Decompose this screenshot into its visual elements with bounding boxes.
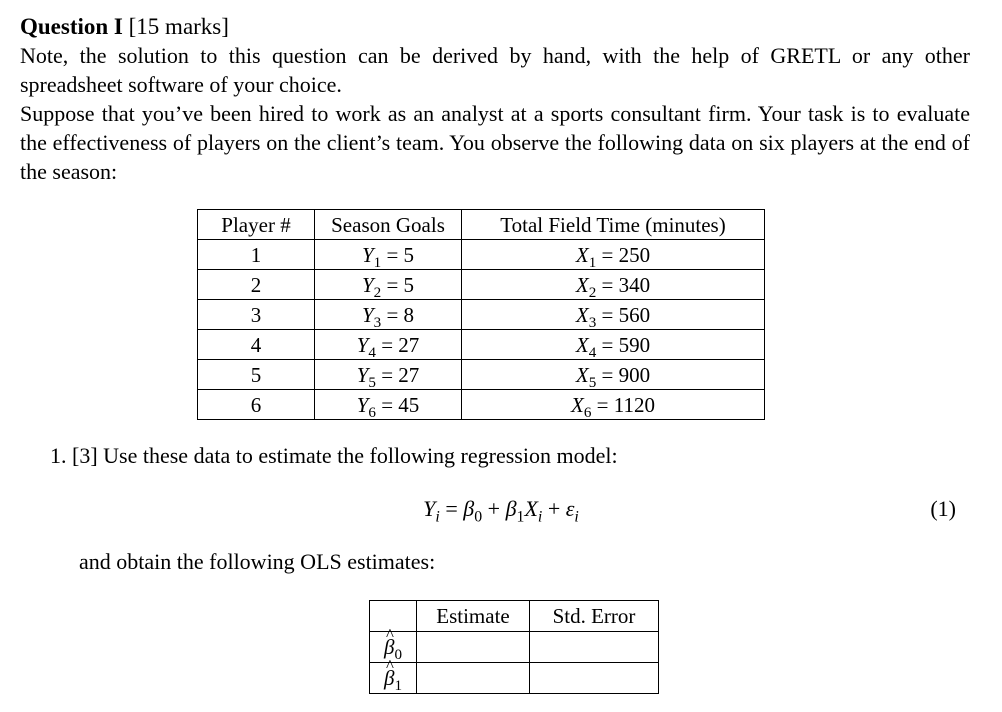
eq-plus-1: + (482, 496, 506, 521)
part-text: Use these data to estimate the following regression model: (103, 443, 618, 468)
eq-lhs: Y (423, 496, 436, 521)
eq-beta0-sub: 0 (474, 508, 483, 526)
goals-cell (315, 240, 462, 270)
part-1-prompt (50, 443, 618, 469)
table-row (198, 330, 765, 360)
header-season-goals: Season Goals (315, 210, 462, 240)
x-var: X (575, 362, 589, 387)
player-data-table (197, 209, 765, 420)
y-value: = 45 (381, 392, 420, 417)
table-header-row (198, 210, 765, 240)
x-sub: 3 (588, 314, 597, 331)
std-error-cell[interactable] (530, 663, 659, 694)
y-sub: 4 (368, 344, 376, 361)
y-var: Y (356, 392, 369, 417)
y-value: = 5 (386, 272, 415, 297)
player-number: 3 (198, 300, 315, 330)
goals-cell (315, 360, 462, 390)
goals-cell (315, 390, 462, 420)
x-var: X (575, 272, 589, 297)
goals-cell (315, 330, 462, 360)
std-error-cell[interactable] (530, 632, 659, 663)
y-sub: 2 (373, 284, 382, 301)
question-title (20, 12, 970, 41)
time-cell (462, 390, 765, 420)
time-cell (462, 300, 765, 330)
eq-x: X (524, 496, 538, 521)
ols-intro-text: and obtain the following OLS estimates: (79, 549, 436, 574)
ols-estimates-table (369, 600, 659, 694)
x-value: = 590 (601, 332, 651, 357)
table-row (198, 360, 765, 390)
regression-equation (0, 496, 1002, 526)
time-cell (462, 270, 765, 300)
x-sub: 5 (588, 374, 597, 391)
y-value: = 8 (386, 302, 415, 327)
eq-beta0: β (463, 496, 475, 521)
x-var: X (575, 302, 589, 327)
table-row (370, 632, 659, 663)
y-var: Y (361, 302, 374, 327)
y-var: Y (361, 242, 374, 267)
eq-beta1-sub: 1 (516, 508, 525, 526)
beta-hat-sub: 1 (394, 678, 403, 695)
header-field-time: Total Field Time (minutes) (462, 210, 765, 240)
eq-plus-2: + (542, 496, 566, 521)
goals-cell (315, 300, 462, 330)
player-number: 6 (198, 390, 315, 420)
part-number: 1. (50, 443, 67, 468)
y-var: Y (356, 362, 369, 387)
eq-epsilon-sub: i (574, 508, 579, 526)
eq-x-sub: i (537, 508, 543, 526)
beta1-hat-label (370, 663, 417, 694)
player-number: 5 (198, 360, 315, 390)
x-value: = 250 (601, 242, 651, 267)
table-row (198, 270, 765, 300)
eq-lhs-sub: i (435, 508, 440, 526)
header-estimate: Estimate (417, 601, 530, 632)
header-player: Player # (198, 210, 315, 240)
table-row (198, 300, 765, 330)
player-number: 2 (198, 270, 315, 300)
x-var: X (575, 242, 589, 267)
x-var: X (575, 332, 589, 357)
question-marks: [15 marks] (128, 14, 229, 39)
question-label: Question I (20, 14, 123, 39)
time-cell (462, 360, 765, 390)
eq-beta1: β (505, 496, 517, 521)
note-paragraph: Note, the solution to this question can be derived by hand, with the help of GRETL or any other spreadsheet software of your choice. (20, 43, 970, 97)
time-cell (462, 240, 765, 270)
y-sub: 3 (373, 314, 382, 331)
y-value: = 27 (381, 362, 420, 387)
x-sub: 1 (588, 254, 597, 271)
x-value: = 340 (601, 272, 651, 297)
question-block (20, 12, 970, 186)
y-var: Y (356, 332, 369, 357)
x-sub: 4 (588, 344, 597, 361)
table-row (198, 240, 765, 270)
time-cell (462, 330, 765, 360)
table-row (198, 390, 765, 420)
x-value: = 560 (601, 302, 651, 327)
beta-hat-symbol: ^ β (384, 633, 394, 661)
eq-equals: = (439, 496, 464, 521)
scenario-paragraph: Suppose that you’ve been hired to work as an analyst at a sports consultant firm. Your task is to evaluate the effectiveness of players on the client’s team. You observe the following data on six players at the end of the season: (20, 101, 970, 184)
x-sub: 6 (583, 404, 592, 421)
goals-cell (315, 270, 462, 300)
estimate-cell[interactable] (417, 632, 530, 663)
y-sub: 6 (368, 404, 376, 421)
y-var: Y (361, 272, 374, 297)
y-sub: 5 (368, 374, 376, 391)
equation-number: (1) (930, 496, 956, 521)
beta-hat-symbol: ^ β (384, 664, 394, 692)
x-var: X (571, 392, 584, 417)
table-row (370, 663, 659, 694)
x-sub: 2 (588, 284, 597, 301)
eq-epsilon: ε (565, 496, 575, 521)
y-value: = 5 (386, 242, 415, 267)
header-std-error: Std. Error (530, 601, 659, 632)
x-value: = 1120 (596, 392, 655, 417)
beta-hat-sub: 0 (394, 647, 403, 664)
y-sub: 1 (373, 254, 382, 271)
y-value: = 27 (381, 332, 420, 357)
x-value: = 900 (601, 362, 651, 387)
player-number: 1 (198, 240, 315, 270)
estimate-cell[interactable] (417, 663, 530, 694)
player-number: 4 (198, 330, 315, 360)
part-marks: [3] (72, 443, 98, 468)
estimates-header-row (370, 601, 659, 632)
